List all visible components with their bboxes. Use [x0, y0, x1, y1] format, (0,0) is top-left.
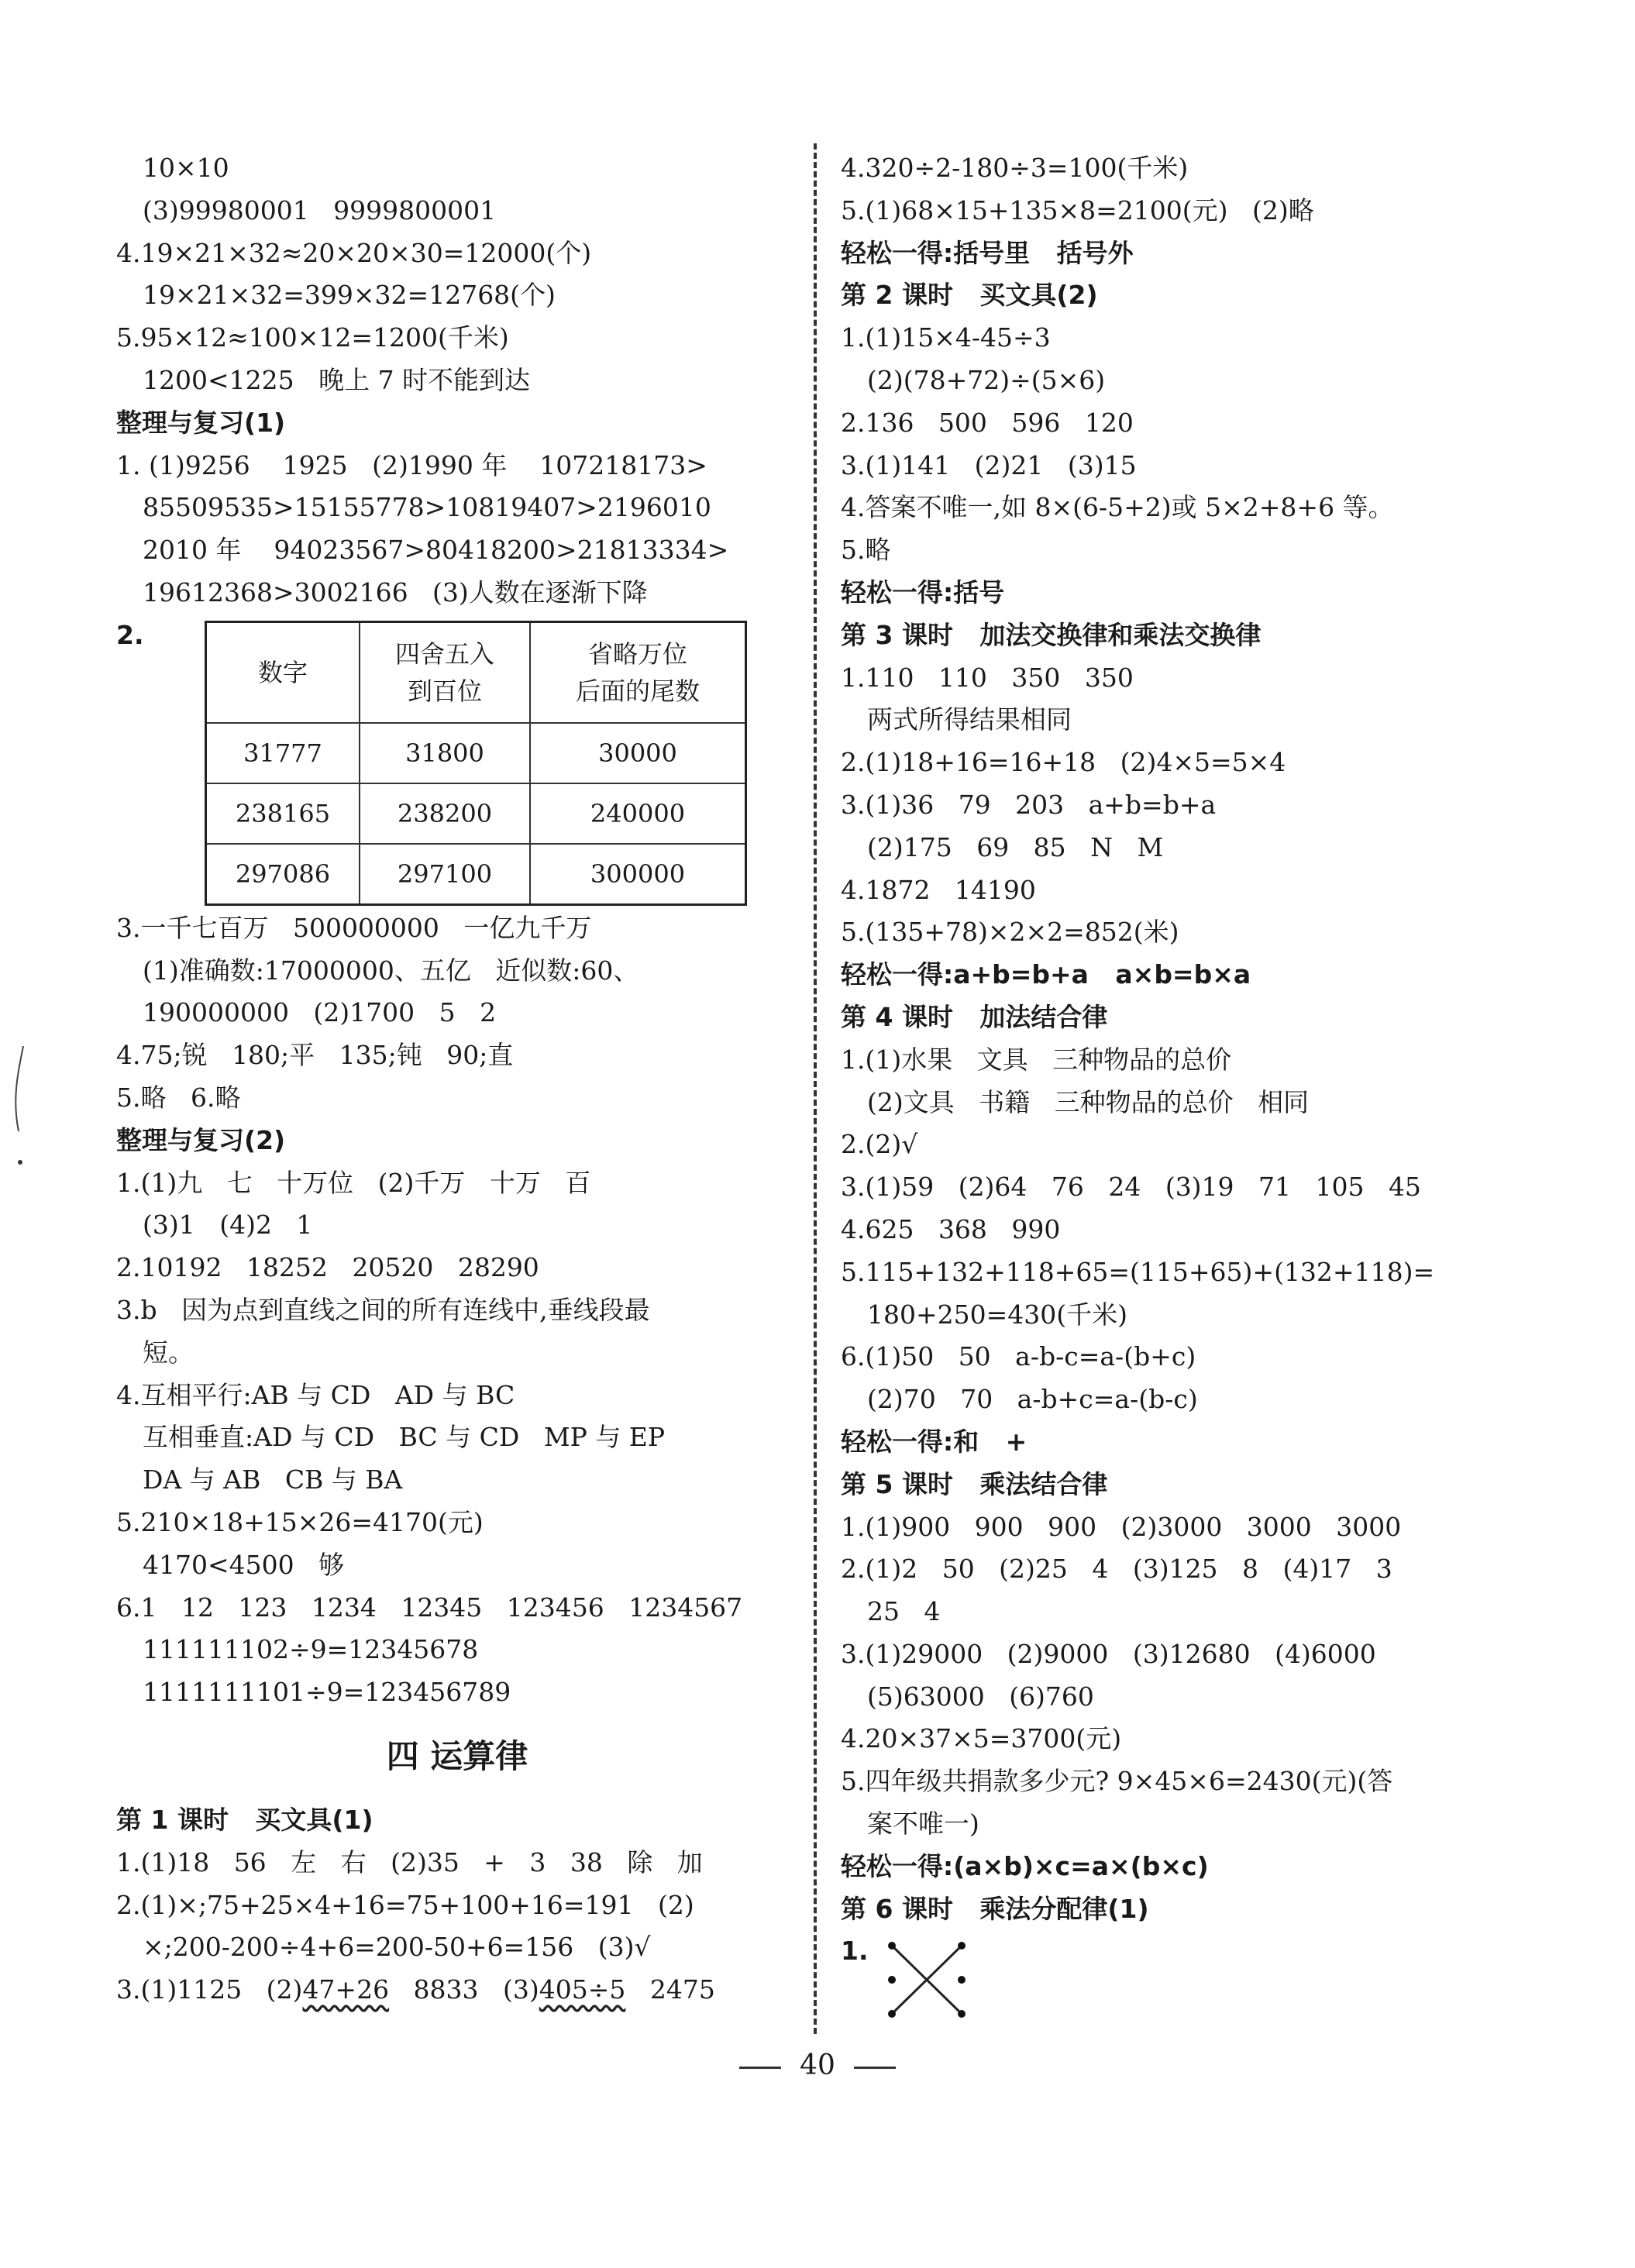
- answer-line: (3)1 (4)2 1: [143, 1210, 313, 1241]
- answer-line: 10×10: [143, 153, 229, 183]
- answer-line: 5.115+132+118+65=(115+65)+(132+118)=: [841, 1256, 1435, 1287]
- answer-line: (3)99980001 9999800001: [143, 194, 497, 225]
- lesson-heading: 第 3 课时 加法交换律和乘法交换律: [841, 619, 1262, 650]
- answer-line: 短。: [143, 1337, 194, 1368]
- matching-cross-diagram: [876, 1930, 977, 2031]
- answer-line: 4.20×37×5=3700(元): [841, 1723, 1122, 1754]
- review1-q4: 4.75;锐 180;平 135;钝 90;直: [116, 1040, 514, 1071]
- answer-line: 案不唯一): [867, 1809, 979, 1840]
- wavy-underlined-expression: 405÷5: [539, 1974, 626, 2005]
- table-header: 四舍五入 到百位: [360, 621, 530, 723]
- tip-line: 轻松一得:(a×b)×c=a×(b×c): [841, 1850, 1209, 1881]
- answer-line: 1.(1)900 900 900 (2)3000 3000 3000: [841, 1511, 1402, 1542]
- answer-line: (2)175 69 85 N M: [867, 831, 1164, 862]
- answer-line: 4.互相平行:AB 与 CD AD 与 BC: [116, 1379, 515, 1410]
- answer-line: 4.19×21×32≈20×20×30=12000(个): [116, 237, 592, 268]
- answer-line: (2)70 70 a-b+c=a-(b-c): [867, 1384, 1198, 1415]
- answer-line: 2.(1)18+16=16+18 (2)4×5=5×4: [841, 747, 1286, 778]
- answer-line: 6.1 12 123 1234 12345 123456 1234567: [116, 1592, 743, 1623]
- answer-line: 2.(1)×;75+25×4+16=75+100+16=191 (2): [116, 1889, 694, 1920]
- answer-line: 5.(1)68×15+135×8=2100(元) (2)略: [841, 194, 1314, 225]
- answer-line: 3.(1)1125 (2)47+26 8833 (3)405÷5 2475: [116, 1974, 715, 2005]
- question-number: 2.: [116, 619, 144, 650]
- answer-line: 2.(1)2 50 (2)25 4 (3)125 8 (4)17 3: [841, 1554, 1392, 1585]
- lesson-heading: 第 6 课时 乘法分配律(1): [841, 1893, 1149, 1924]
- answer-line: 5.210×18+15×26=4170(元): [116, 1506, 484, 1537]
- review2-answers: [116, 1162, 798, 1714]
- answer-line: 1.110 110 350 350: [841, 662, 1134, 693]
- rounding-table: [205, 621, 747, 906]
- answer-line: 4.答案不唯一,如 8×(6-5+2)或 5×2+8+6 等。: [841, 492, 1394, 523]
- scan-mark: [8, 1046, 31, 1173]
- answer-line: 3.(1)141 (2)21 (3)15: [841, 449, 1137, 480]
- review1-q56: 5.略 6.略: [116, 1082, 241, 1113]
- column-divider: [814, 143, 817, 2034]
- table-header: 数字: [206, 621, 360, 723]
- answer-line: 5.95×12≈100×12=1200(千米): [116, 322, 509, 353]
- lesson-heading: 第 4 课时 加法结合律: [841, 1001, 1108, 1032]
- answer-line: 5.略: [841, 535, 891, 566]
- answer-line: 3.b 因为点到直线之间的所有连线中,垂线段最: [116, 1294, 650, 1325]
- review1-q2: [116, 614, 798, 907]
- answer-line: (2)文具 书籍 三种物品的总价 相同: [867, 1086, 1310, 1117]
- answer-line: 两式所得结果相同: [867, 704, 1072, 735]
- review1-q3: 3.一千七百万 500000000 一亿九千万 (1)准确数:17000000、五亿 近似数:60、 190000000 (2)1700 5 2: [116, 912, 639, 1028]
- answer-line: (2)(78+72)÷(5×6): [867, 364, 1106, 395]
- answer-line: 3.(1)36 79 203 a+b=b+a: [841, 789, 1217, 820]
- answer-line: 111111102÷9=12345678: [143, 1634, 479, 1665]
- answer-line: 3.(1)59 (2)64 76 24 (3)19 71 105 45: [841, 1172, 1421, 1203]
- review1-q1: 1. (1)9256 1925 (2)1990 年 107218173> 85509535>15155778>10819407>2196010 2010 年 94023567>80418200>21813334> 19612368>3002166 (3)人数在逐渐下降: [116, 449, 729, 607]
- tip-line: 轻松一得:和 +: [841, 1426, 1027, 1457]
- answer-line: 1111111101÷9=123456789: [143, 1677, 511, 1708]
- answer-line: 1200<1225 晚上 7 时不能到达: [143, 364, 531, 395]
- answer-line: 1.(1)水果 文具 三种物品的总价: [841, 1044, 1232, 1075]
- answer-line: 互相垂直:AD 与 CD BC 与 CD MP 与 EP: [143, 1422, 666, 1453]
- left-column: [116, 147, 798, 2012]
- answer-line: ×;200-200÷4+6=200-50+6=156 (3)√: [143, 1932, 651, 1963]
- answer-line: (5)63000 (6)760: [867, 1681, 1094, 1712]
- answer-line: 2.(2)√: [841, 1129, 918, 1160]
- answer-line: 6.(1)50 50 a-b-c=a-(b+c): [841, 1341, 1196, 1372]
- section-heading: 整理与复习(2): [116, 1124, 286, 1155]
- answer-line: 4.625 368 990: [841, 1213, 1061, 1244]
- answer-line: 3.(1)29000 (2)9000 (3)12680 (4)6000: [841, 1638, 1376, 1669]
- tip-line: 轻松一得:括号: [841, 576, 1005, 607]
- chapter-title: 四 运算律: [386, 1736, 528, 1775]
- answer-line: 1.(1)18 56 左 右 (2)35 + 3 38 除 加: [116, 1846, 703, 1877]
- lesson6-q1: [841, 1930, 1523, 2031]
- answer-line: 4.320÷2-180÷3=100(千米): [841, 153, 1189, 183]
- answer-line: 19×21×32=399×32=12768(个): [143, 280, 556, 311]
- section-heading: 整理与复习(1): [116, 407, 286, 438]
- answer-line: 2.136 500 596 120: [841, 407, 1134, 438]
- answer-line: 4.1872 14190: [841, 874, 1036, 905]
- lesson-heading: 第 1 课时 买文具(1): [116, 1804, 373, 1835]
- wavy-underlined-expression: 47+26: [302, 1974, 390, 2005]
- answer-line: 4170<4500 够: [143, 1549, 345, 1580]
- page-footer: [0, 2049, 1635, 2081]
- question-number: 1.: [841, 1936, 869, 1967]
- table-header: 省略万位 后面的尾数: [530, 621, 746, 723]
- answer-line: 25 4: [867, 1596, 941, 1627]
- page-number: 40: [800, 2049, 835, 2081]
- tip-line: 轻松一得:a+b=b+a a×b=b×a: [841, 959, 1251, 990]
- answer-line: 180+250=430(千米): [867, 1299, 1128, 1330]
- tip-line: 轻松一得:括号里 括号外: [841, 237, 1134, 268]
- answer-line: 5.(135+78)×2×2=852(米): [841, 917, 1179, 948]
- answer-line: 5.四年级共捐款多少元? 9×45×6=2430(元)(答: [841, 1766, 1393, 1797]
- right-column: [841, 147, 1523, 2031]
- table-row: 238165 238200 240000: [206, 783, 746, 844]
- answer-line: 1.(1)15×4-45÷3: [841, 322, 1051, 353]
- table-row: 297086 297100 300000: [206, 844, 746, 905]
- answer-line: 2.10192 18252 20520 28290: [116, 1252, 539, 1283]
- lesson-heading: 第 5 课时 乘法结合律: [841, 1468, 1108, 1499]
- answer-line: DA 与 AB CB 与 BA: [143, 1464, 403, 1495]
- table-row: 31777 31800 30000: [206, 723, 746, 783]
- answer-line: 1.(1)九 七 十万位 (2)千万 十万 百: [116, 1167, 591, 1198]
- lesson-heading: 第 2 课时 买文具(2): [841, 280, 1098, 311]
